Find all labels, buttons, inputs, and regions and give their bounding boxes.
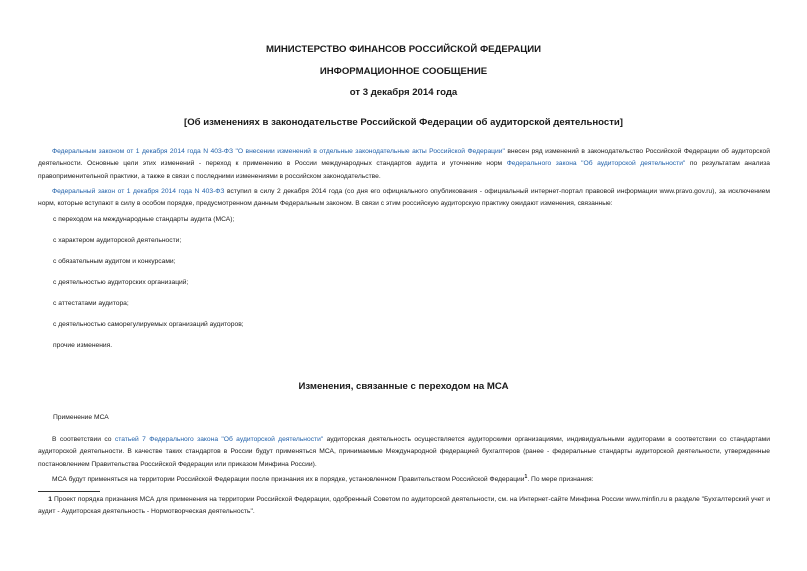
- list-item: с характером аудиторской деятельности;: [53, 237, 182, 244]
- footnote-marker[interactable]: 1: [524, 474, 528, 480]
- footnote: [38, 494, 770, 519]
- paragraph-text: МСА будут применяться на территории Российской Федерации после признания их в порядке, установленном Правительством Российской Федерации: [52, 476, 525, 484]
- paragraph-mca: [38, 434, 770, 471]
- paragraph-intro: [38, 146, 770, 183]
- list-item: с деятельностью аудиторских организаций;: [53, 279, 189, 286]
- list-item: с обязательным аудитом и конкурсами;: [53, 258, 176, 265]
- document-subject: [Об изменениях в законодательстве Российской Федерации об аудиторской деятельности]: [184, 117, 623, 128]
- ministry-heading: МИНИСТЕРСТВО ФИНАНСОВ РОССИЙСКОЙ ФЕДЕРАЦИИ: [265, 44, 542, 55]
- law-403-fz-link[interactable]: Федеральным законом от 1 декабря 2014 года N 403-ФЗ "О внесении изменений в отдельные законодательные акты Российской Федерации": [52, 148, 505, 155]
- paragraph-text: вступил в силу 2 декабря 2014 года (со дня его официального опубликования - официальный интернет-портал правовой информации www.pravo.gov.ru), за исключением норм, которые вступают в силу в особом порядке, предусмотренном данным Федеральным законом. В связи с этим российскую аудиторскую практику ожидают изменения, связанные:: [38, 188, 770, 208]
- paragraph-effective: [38, 186, 770, 211]
- law-403-fz-link-2[interactable]: Федеральный закон от 1 декабря 2014 года N 403-ФЗ: [52, 188, 225, 195]
- document-type-heading: ИНФОРМАЦИОННОЕ СООБЩЕНИЕ: [319, 66, 488, 77]
- footnote-text: Проект порядка признания МСА для применения на территории Российской Федерации, одобренный Советом по аудиторской деятельности, см. на Интернет-сайте Минфина России www.minfin.ru в разделе "Бухгалтерский учет и аудит - Аудиторская деятельность - Нормотворческая деятельность".: [38, 496, 770, 516]
- paragraph-text: по результатам анализа правоприменительной практики, а также в связи с последними изменениями в российском законодательстве.: [38, 160, 770, 180]
- list-item: с переходом на международные стандарты аудита (МСА);: [53, 216, 235, 223]
- list-item: с аттестатами аудитора;: [53, 300, 129, 307]
- footnote-number: 1: [48, 496, 52, 503]
- paragraph-text: аудиторская деятельность осуществляется аудиторскими организациями, индивидуальными аудиторами в соответствии со стандартами аудиторской деятельности. В качестве таких стандартов в России будут применяться МСА, принимаемые Международной федерацией бухгалтеров (ранее - федеральные стандарты аудиторской деятельности, утвержденные постановлением Правительства Российской Федерации или приказом Минфина России).: [38, 436, 771, 468]
- footnote-divider: [38, 491, 100, 492]
- section-title: Изменения, связанные с переходом на МСА: [298, 381, 509, 392]
- paragraph-recognition: [38, 471, 770, 487]
- document-date: от 3 декабря 2014 года: [349, 87, 458, 98]
- article-7-link[interactable]: статьей 7 Федерального закона "Об аудиторской деятельности": [114, 436, 324, 443]
- paragraph-text: . По мере признания:: [527, 476, 594, 484]
- list-item: с деятельностью саморегулируемых организаций аудиторов;: [53, 321, 244, 328]
- paragraph-text: В соответствии со: [52, 436, 115, 443]
- list-item: прочие изменения.: [53, 342, 113, 349]
- audit-law-link[interactable]: Федерального закона "Об аудиторской деятельности": [506, 160, 686, 168]
- subsection-title: Применение МСА: [53, 414, 109, 421]
- paragraph-text: внесен ряд изменений в законодательство Российской Федерации об аудиторской деятельности. Основные цели этих изменений - переход к применению в России международных стандартов аудита и уточнение норм: [38, 148, 770, 168]
